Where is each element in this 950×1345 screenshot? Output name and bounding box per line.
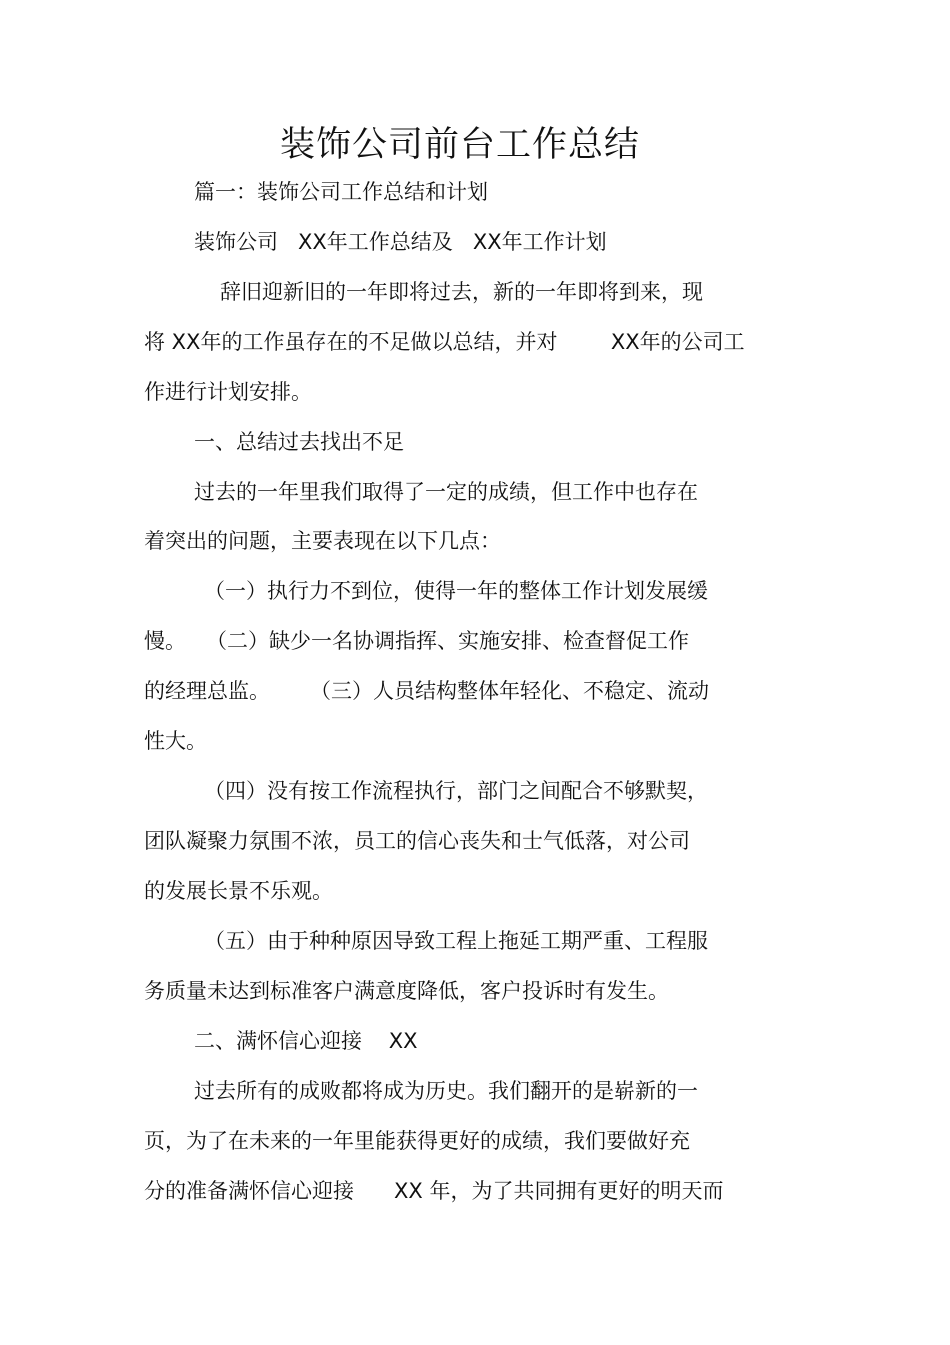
paragraph-line: 慢。 （二）缺少一名协调指挥、实施安排、检查督促工作 (144, 629, 690, 653)
section-heading: 二、满怀信心迎接 XX (194, 1029, 418, 1053)
paragraph-line: （五）由于种种原因导致工程上拖延工期严重、工程服 (204, 929, 708, 953)
paragraph-line: 篇一：装饰公司工作总结和计划 (194, 180, 488, 204)
paragraph-line: 性大。 (144, 729, 207, 753)
paragraph-line: 页，为了在未来的一年里能获得更好的成绩，我们要做好充 (144, 1129, 690, 1153)
paragraph-line: （一）执行力不到位，使得一年的整体工作计划发展缓 (204, 579, 708, 603)
paragraph-line: 务质量未达到标准客户满意度降低，客户投诉时有发生。 (144, 979, 669, 1003)
document-title: 装饰公司前台工作总结 (279, 125, 640, 165)
paragraph-line: （四）没有按工作流程执行，部门之间配合不够默契， (204, 779, 708, 803)
section-heading: 一、总结过去找出不足 (194, 430, 404, 454)
paragraph-line: 作进行计划安排。 (144, 380, 312, 404)
paragraph-line: 分的准备满怀信心迎接 XX 年，为了共同拥有更好的明天而 (144, 1179, 724, 1203)
paragraph-line: 过去所有的成败都将成为历史。我们翻开的是崭新的一 (194, 1079, 698, 1103)
paragraph-line: 着突出的问题，主要表现在以下几点： (144, 529, 501, 553)
paragraph-line: 将 XX年的工作虽存在的不足做以总结，并对 XX年的公司工 (144, 330, 745, 354)
paragraph-line: 的发展长景不乐观。 (144, 879, 333, 903)
paragraph-line: 过去的一年里我们取得了一定的成绩，但工作中也存在 (194, 480, 698, 504)
paragraph-line: 装饰公司 XX年工作总结及 XX年工作计划 (194, 230, 607, 254)
paragraph-line: 团队凝聚力氛围不浓，员工的信心丧失和士气低落，对公司 (144, 829, 690, 853)
paragraph-line: 辞旧迎新旧的一年即将过去，新的一年即将到来，现 (220, 280, 703, 304)
paragraph-line: 的经理总监。 （三）人员结构整体年轻化、不稳定、流动 (144, 679, 710, 703)
